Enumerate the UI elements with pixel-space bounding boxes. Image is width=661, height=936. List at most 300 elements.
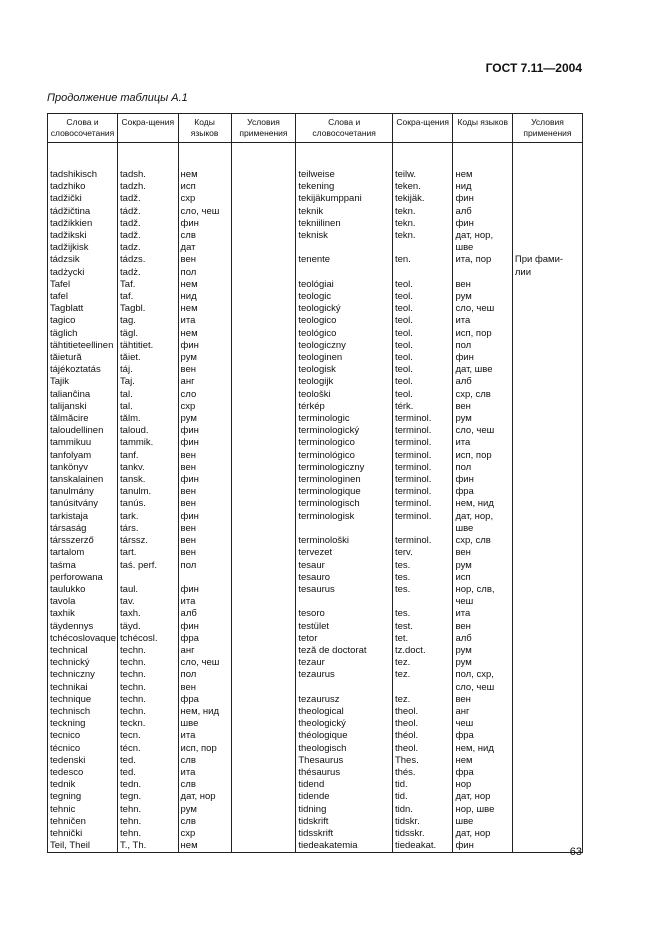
abbr-cell: Tagbl.	[118, 303, 179, 315]
table-row	[48, 743, 583, 755]
word-cell: tenente	[296, 254, 393, 266]
lang-cell: алб	[453, 633, 512, 645]
cond-cell	[231, 840, 296, 853]
abbr-cell: tehn.	[118, 816, 179, 828]
abbr-cell: taf.	[118, 291, 179, 303]
lang-cell: исп, пор	[178, 743, 231, 755]
word-cell: tezaur	[296, 657, 393, 669]
abbr-cell	[392, 267, 453, 279]
cond-cell	[231, 779, 296, 791]
lang-cell: вен	[178, 254, 231, 266]
cond-cell	[512, 511, 582, 523]
lang-cell: нем, нид	[178, 706, 231, 718]
word-cell: tiedeakatemia	[296, 840, 393, 853]
lang-cell: вен	[178, 523, 231, 535]
lang-cell: ита	[453, 437, 512, 449]
lang-cell: нем	[178, 303, 231, 315]
table-row	[48, 682, 583, 694]
abbr-cell: T., Th.	[118, 840, 179, 853]
lang-cell: схр, слв	[453, 389, 512, 401]
cond-cell	[231, 572, 296, 584]
word-cell	[296, 682, 393, 694]
cond-cell	[231, 828, 296, 840]
lang-cell: алб	[453, 376, 512, 388]
word-cell: tedenski	[48, 755, 118, 767]
word-cell: teologijk	[296, 376, 393, 388]
lang-cell: фин	[178, 474, 231, 486]
lang-cell: рум	[453, 657, 512, 669]
lang-cell: фин	[178, 511, 231, 523]
word-cell: tadžikski	[48, 230, 118, 242]
lang-cell: дат, шве	[453, 364, 512, 376]
lang-cell: вен	[178, 450, 231, 462]
page-number: 63	[569, 846, 582, 858]
word-cell: tádžičtina	[48, 206, 118, 218]
abbr-cell: tanús.	[118, 498, 179, 510]
lang-cell: дат	[178, 242, 231, 254]
cond-cell	[231, 267, 296, 279]
table-row	[48, 364, 583, 376]
abbr-cell: theol.	[392, 718, 453, 730]
lang-cell: фин	[453, 474, 512, 486]
word-cell: tafel	[48, 291, 118, 303]
lang-cell: нид	[178, 291, 231, 303]
word-cell: tecnico	[48, 730, 118, 742]
abbr-cell: tes.	[392, 560, 453, 572]
abbr-cell: teol.	[392, 376, 453, 388]
cond-cell	[231, 535, 296, 547]
table-row	[48, 279, 583, 291]
abbr-cell: terminol.	[392, 425, 453, 437]
lang-cell: нем	[453, 169, 512, 181]
lang-cell: фин	[178, 218, 231, 230]
header-row	[48, 114, 583, 143]
abbr-cell: tekijäk.	[392, 193, 453, 205]
word-cell: Tajik	[48, 376, 118, 388]
word-cell: tesauro	[296, 572, 393, 584]
lang-cell: рум	[178, 413, 231, 425]
word-cell: täydennys	[48, 621, 118, 633]
lang-cell: вен	[453, 279, 512, 291]
cond-cell	[231, 303, 296, 315]
lang-cell: рум	[178, 804, 231, 816]
abbr-cell: techn.	[118, 645, 179, 657]
header-abbr-2: Сокра-щения	[392, 114, 453, 143]
word-cell: technical	[48, 645, 118, 657]
word-cell: tăietură	[48, 352, 118, 364]
abbr-cell: techn.	[118, 669, 179, 681]
word-cell: tanfolyam	[48, 450, 118, 462]
cond-cell	[231, 279, 296, 291]
lang-cell	[453, 267, 512, 279]
abbr-cell: tag.	[118, 315, 179, 327]
word-cell: tetor	[296, 633, 393, 645]
lang-cell: вен	[453, 621, 512, 633]
abbr-cell: terminol.	[392, 511, 453, 523]
cond-cell	[231, 743, 296, 755]
lang-cell: ита	[453, 608, 512, 620]
cond-cell	[512, 498, 582, 510]
cond-cell	[231, 450, 296, 462]
table-row	[48, 413, 583, 425]
abbr-cell: teol.	[392, 279, 453, 291]
cond-cell	[231, 755, 296, 767]
lang-cell: дат, нор,	[453, 230, 512, 242]
table-row	[48, 437, 583, 449]
word-cell: tidning	[296, 804, 393, 816]
abbr-cell: tidn.	[392, 804, 453, 816]
cond-cell	[231, 230, 296, 242]
table-row	[48, 450, 583, 462]
word-cell: tadzhiko	[48, 181, 118, 193]
lang-cell: рум	[453, 560, 512, 572]
word-cell: tehnički	[48, 828, 118, 840]
abbr-cell: tid.	[392, 779, 453, 791]
cond-cell	[512, 743, 582, 755]
cond-cell	[231, 169, 296, 181]
table-row	[48, 633, 583, 645]
abbr-cell: techn.	[118, 657, 179, 669]
abbr-cell: társ.	[118, 523, 179, 535]
abbr-cell: théol.	[392, 730, 453, 742]
cond-cell	[512, 181, 582, 193]
cond-cell	[512, 425, 582, 437]
abbr-cell: teol.	[392, 389, 453, 401]
cond-cell	[512, 657, 582, 669]
lang-cell: вен	[178, 498, 231, 510]
abbr-cell: tegn.	[118, 791, 179, 803]
table-row	[48, 462, 583, 474]
abbr-cell: tes.	[392, 572, 453, 584]
word-cell: théologique	[296, 730, 393, 742]
abbr-cell: Taj.	[118, 376, 179, 388]
cond-cell	[231, 498, 296, 510]
abbr-cell: teckn.	[118, 718, 179, 730]
word-cell: tchécoslovaque	[48, 633, 118, 645]
cond-cell	[231, 376, 296, 388]
lang-cell: нем	[178, 279, 231, 291]
cond-cell	[231, 218, 296, 230]
cond-cell	[512, 706, 582, 718]
lang-cell: ита, пор	[453, 254, 512, 266]
word-cell: térkép	[296, 401, 393, 413]
abbr-cell: tadzh.	[118, 181, 179, 193]
cond-cell	[231, 608, 296, 620]
cond-cell	[512, 584, 582, 596]
word-cell: tehničen	[48, 816, 118, 828]
abbr-cell: terminol.	[392, 437, 453, 449]
lang-cell: нем, нид	[453, 498, 512, 510]
abbr-cell: tet.	[392, 633, 453, 645]
cond-cell	[512, 328, 582, 340]
cond-cell	[231, 462, 296, 474]
word-cell: terminologický	[296, 425, 393, 437]
word-cell: Teil, Theil	[48, 840, 118, 853]
cond-cell	[231, 669, 296, 681]
abbr-cell: taś. perf.	[118, 560, 179, 572]
word-cell: talijanski	[48, 401, 118, 413]
table-row	[48, 267, 583, 279]
cond-cell	[231, 291, 296, 303]
table-row	[48, 706, 583, 718]
abbr-cell: test.	[392, 621, 453, 633]
cond-cell	[231, 523, 296, 535]
cond-cell: При фами-	[512, 254, 582, 266]
cond-cell	[512, 169, 582, 181]
abbr-cell: tez.	[392, 694, 453, 706]
abbr-cell: tadz.	[118, 242, 179, 254]
cond-cell	[512, 779, 582, 791]
lang-cell: сло, чеш	[453, 425, 512, 437]
word-cell: tezaurusz	[296, 694, 393, 706]
word-cell: theologisch	[296, 743, 393, 755]
word-cell: teologinen	[296, 352, 393, 364]
abbr-cell: tehn.	[118, 804, 179, 816]
abbr-cell	[392, 682, 453, 694]
lang-cell: ита	[178, 767, 231, 779]
standard-header: ГОСТ 7.11—2004	[485, 61, 582, 75]
word-cell: tervezet	[296, 547, 393, 559]
abbr-cell: terv.	[392, 547, 453, 559]
cond-cell	[231, 767, 296, 779]
word-cell: technický	[48, 657, 118, 669]
lang-cell: фин	[453, 352, 512, 364]
word-cell: tanulmány	[48, 486, 118, 498]
lang-cell: фин	[178, 340, 231, 352]
table-row	[48, 547, 583, 559]
abbr-cell: tăiet.	[118, 352, 179, 364]
abbr-cell: Taf.	[118, 279, 179, 291]
lang-cell: фра	[178, 694, 231, 706]
lang-cell: рум	[178, 352, 231, 364]
word-cell: tadžikkien	[48, 218, 118, 230]
abbr-cell: teol.	[392, 315, 453, 327]
lang-cell: вен	[178, 364, 231, 376]
word-cell: taulukko	[48, 584, 118, 596]
word-cell: terminológico	[296, 450, 393, 462]
cond-cell	[231, 413, 296, 425]
abbr-cell: terminol.	[392, 486, 453, 498]
cond-cell	[512, 547, 582, 559]
cond-cell	[512, 364, 582, 376]
cond-cell	[512, 669, 582, 681]
lang-cell: исп, пор	[453, 328, 512, 340]
cond-cell	[231, 315, 296, 327]
table-row	[48, 535, 583, 547]
abbr-cell: terminol.	[392, 413, 453, 425]
lang-cell: схр	[178, 828, 231, 840]
table-row	[48, 804, 583, 816]
word-cell: tankönyv	[48, 462, 118, 474]
word-cell: terminologiczny	[296, 462, 393, 474]
lang-cell: нид	[453, 181, 512, 193]
lang-cell: вен	[453, 401, 512, 413]
cond-cell	[231, 706, 296, 718]
lang-cell: исп, пор	[453, 450, 512, 462]
lang-cell: фра	[453, 730, 512, 742]
word-cell: technique	[48, 694, 118, 706]
word-cell: technikai	[48, 682, 118, 694]
word-cell: tadžički	[48, 193, 118, 205]
word-cell: tălmăcire	[48, 413, 118, 425]
abbr-cell: tähtitiet.	[118, 340, 179, 352]
table-row	[48, 352, 583, 364]
abbr-cell: tez.	[392, 657, 453, 669]
abbr-cell: tadż.	[118, 267, 179, 279]
cond-cell	[231, 328, 296, 340]
word-cell: tekijäkumppani	[296, 193, 393, 205]
word-cell: tanúsitvány	[48, 498, 118, 510]
lang-cell: нем	[453, 755, 512, 767]
abbr-cell: táj.	[118, 364, 179, 376]
table-row	[48, 474, 583, 486]
word-cell: technisch	[48, 706, 118, 718]
cond-cell	[512, 767, 582, 779]
word-cell: teologisk	[296, 364, 393, 376]
lang-cell: фра	[178, 633, 231, 645]
lang-cell: вен	[178, 547, 231, 559]
word-cell: tadżycki	[48, 267, 118, 279]
table-row	[48, 303, 583, 315]
lang-cell: алб	[453, 206, 512, 218]
cond-cell	[231, 425, 296, 437]
abbr-cell: theol.	[392, 706, 453, 718]
lang-cell: пол	[453, 340, 512, 352]
lang-cell: нем	[178, 169, 231, 181]
table-row	[48, 572, 583, 584]
lang-cell: пол	[453, 462, 512, 474]
word-cell: Tafel	[48, 279, 118, 291]
word-cell: tekniilinen	[296, 218, 393, 230]
lang-cell: исп	[453, 572, 512, 584]
lang-cell: нем	[178, 840, 231, 853]
cond-cell	[231, 645, 296, 657]
abbr-cell: tádzs.	[118, 254, 179, 266]
word-cell: teckning	[48, 718, 118, 730]
word-cell: taxhik	[48, 608, 118, 620]
word-cell: tartalom	[48, 547, 118, 559]
cond-cell	[231, 804, 296, 816]
word-cell: terminologique	[296, 486, 393, 498]
cond-cell	[512, 596, 582, 608]
lang-cell: сло, чеш	[453, 303, 512, 315]
cond-cell	[231, 560, 296, 572]
table-row	[48, 621, 583, 633]
cond-cell	[512, 621, 582, 633]
word-cell: tidende	[296, 791, 393, 803]
cond-cell	[512, 755, 582, 767]
table-row	[48, 560, 583, 572]
header-cond-1: Условия применения	[231, 114, 296, 143]
cond-cell	[231, 547, 296, 559]
lang-cell: пол	[178, 267, 231, 279]
cond-cell	[231, 633, 296, 645]
abbr-cell: tălm.	[118, 413, 179, 425]
abbr-cell: tankv.	[118, 462, 179, 474]
word-cell: tádzsik	[48, 254, 118, 266]
table-row	[48, 816, 583, 828]
abbr-cell: techn.	[118, 682, 179, 694]
word-cell: teză de doctorat	[296, 645, 393, 657]
abbr-cell: tes.	[392, 608, 453, 620]
lang-cell: шве	[453, 816, 512, 828]
lang-cell: фин	[178, 621, 231, 633]
table-row	[48, 523, 583, 535]
table-row	[48, 608, 583, 620]
word-cell: társaság	[48, 523, 118, 535]
header-lang-2: Коды языков	[453, 114, 512, 143]
word-cell: tadžijkisk	[48, 242, 118, 254]
cond-cell	[231, 682, 296, 694]
abbr-cell: tal.	[118, 401, 179, 413]
cond-cell	[512, 303, 582, 315]
table-row	[48, 376, 583, 388]
word-cell: terminologisch	[296, 498, 393, 510]
abbr-cell: tchécosl.	[118, 633, 179, 645]
cond-cell	[231, 474, 296, 486]
table-row	[48, 730, 583, 742]
lang-cell: анг	[453, 706, 512, 718]
cond-cell	[512, 352, 582, 364]
table-row	[48, 193, 583, 205]
word-cell: teilweise	[296, 169, 393, 181]
cond-cell	[512, 633, 582, 645]
lang-cell: нем	[178, 328, 231, 340]
cond-cell	[512, 486, 582, 498]
abbr-cell	[392, 596, 453, 608]
cond-cell	[512, 804, 582, 816]
header-words-1: Слова и словосочетания	[48, 114, 118, 143]
table-row	[48, 840, 583, 853]
abbr-cell: tehn.	[118, 828, 179, 840]
abbr-cell: teilw.	[392, 169, 453, 181]
lang-cell: ита	[178, 596, 231, 608]
abbr-cell: ted.	[118, 767, 179, 779]
word-cell: talianĉina	[48, 389, 118, 401]
lang-cell: нор, шве	[453, 804, 512, 816]
word-cell: tegning	[48, 791, 118, 803]
abbr-cell: teol.	[392, 364, 453, 376]
abbr-cell: térk.	[392, 401, 453, 413]
word-cell: taloudellinen	[48, 425, 118, 437]
word-cell: terminološki	[296, 535, 393, 547]
cond-cell	[231, 254, 296, 266]
cond-cell	[231, 791, 296, 803]
cond-cell	[231, 584, 296, 596]
word-cell: tesaurus	[296, 584, 393, 596]
lang-cell: схр	[178, 401, 231, 413]
lang-cell: нем, нид	[453, 743, 512, 755]
lang-cell: вен	[178, 462, 231, 474]
cond-cell	[512, 291, 582, 303]
table-row	[48, 828, 583, 840]
abbr-cell: tekn.	[392, 218, 453, 230]
cond-cell	[231, 486, 296, 498]
cond-cell	[512, 828, 582, 840]
abbr-cell: tansk.	[118, 474, 179, 486]
lang-cell: пол, схр,	[453, 669, 512, 681]
table-row	[48, 425, 583, 437]
cond-cell	[512, 523, 582, 535]
cond-cell	[512, 474, 582, 486]
word-cell: teologický	[296, 303, 393, 315]
word-cell: terminologico	[296, 437, 393, 449]
table-row	[48, 169, 583, 181]
cond-cell	[231, 437, 296, 449]
abbr-cell	[392, 523, 453, 535]
cond-cell	[512, 462, 582, 474]
word-cell: tähtitieteellinen	[48, 340, 118, 352]
